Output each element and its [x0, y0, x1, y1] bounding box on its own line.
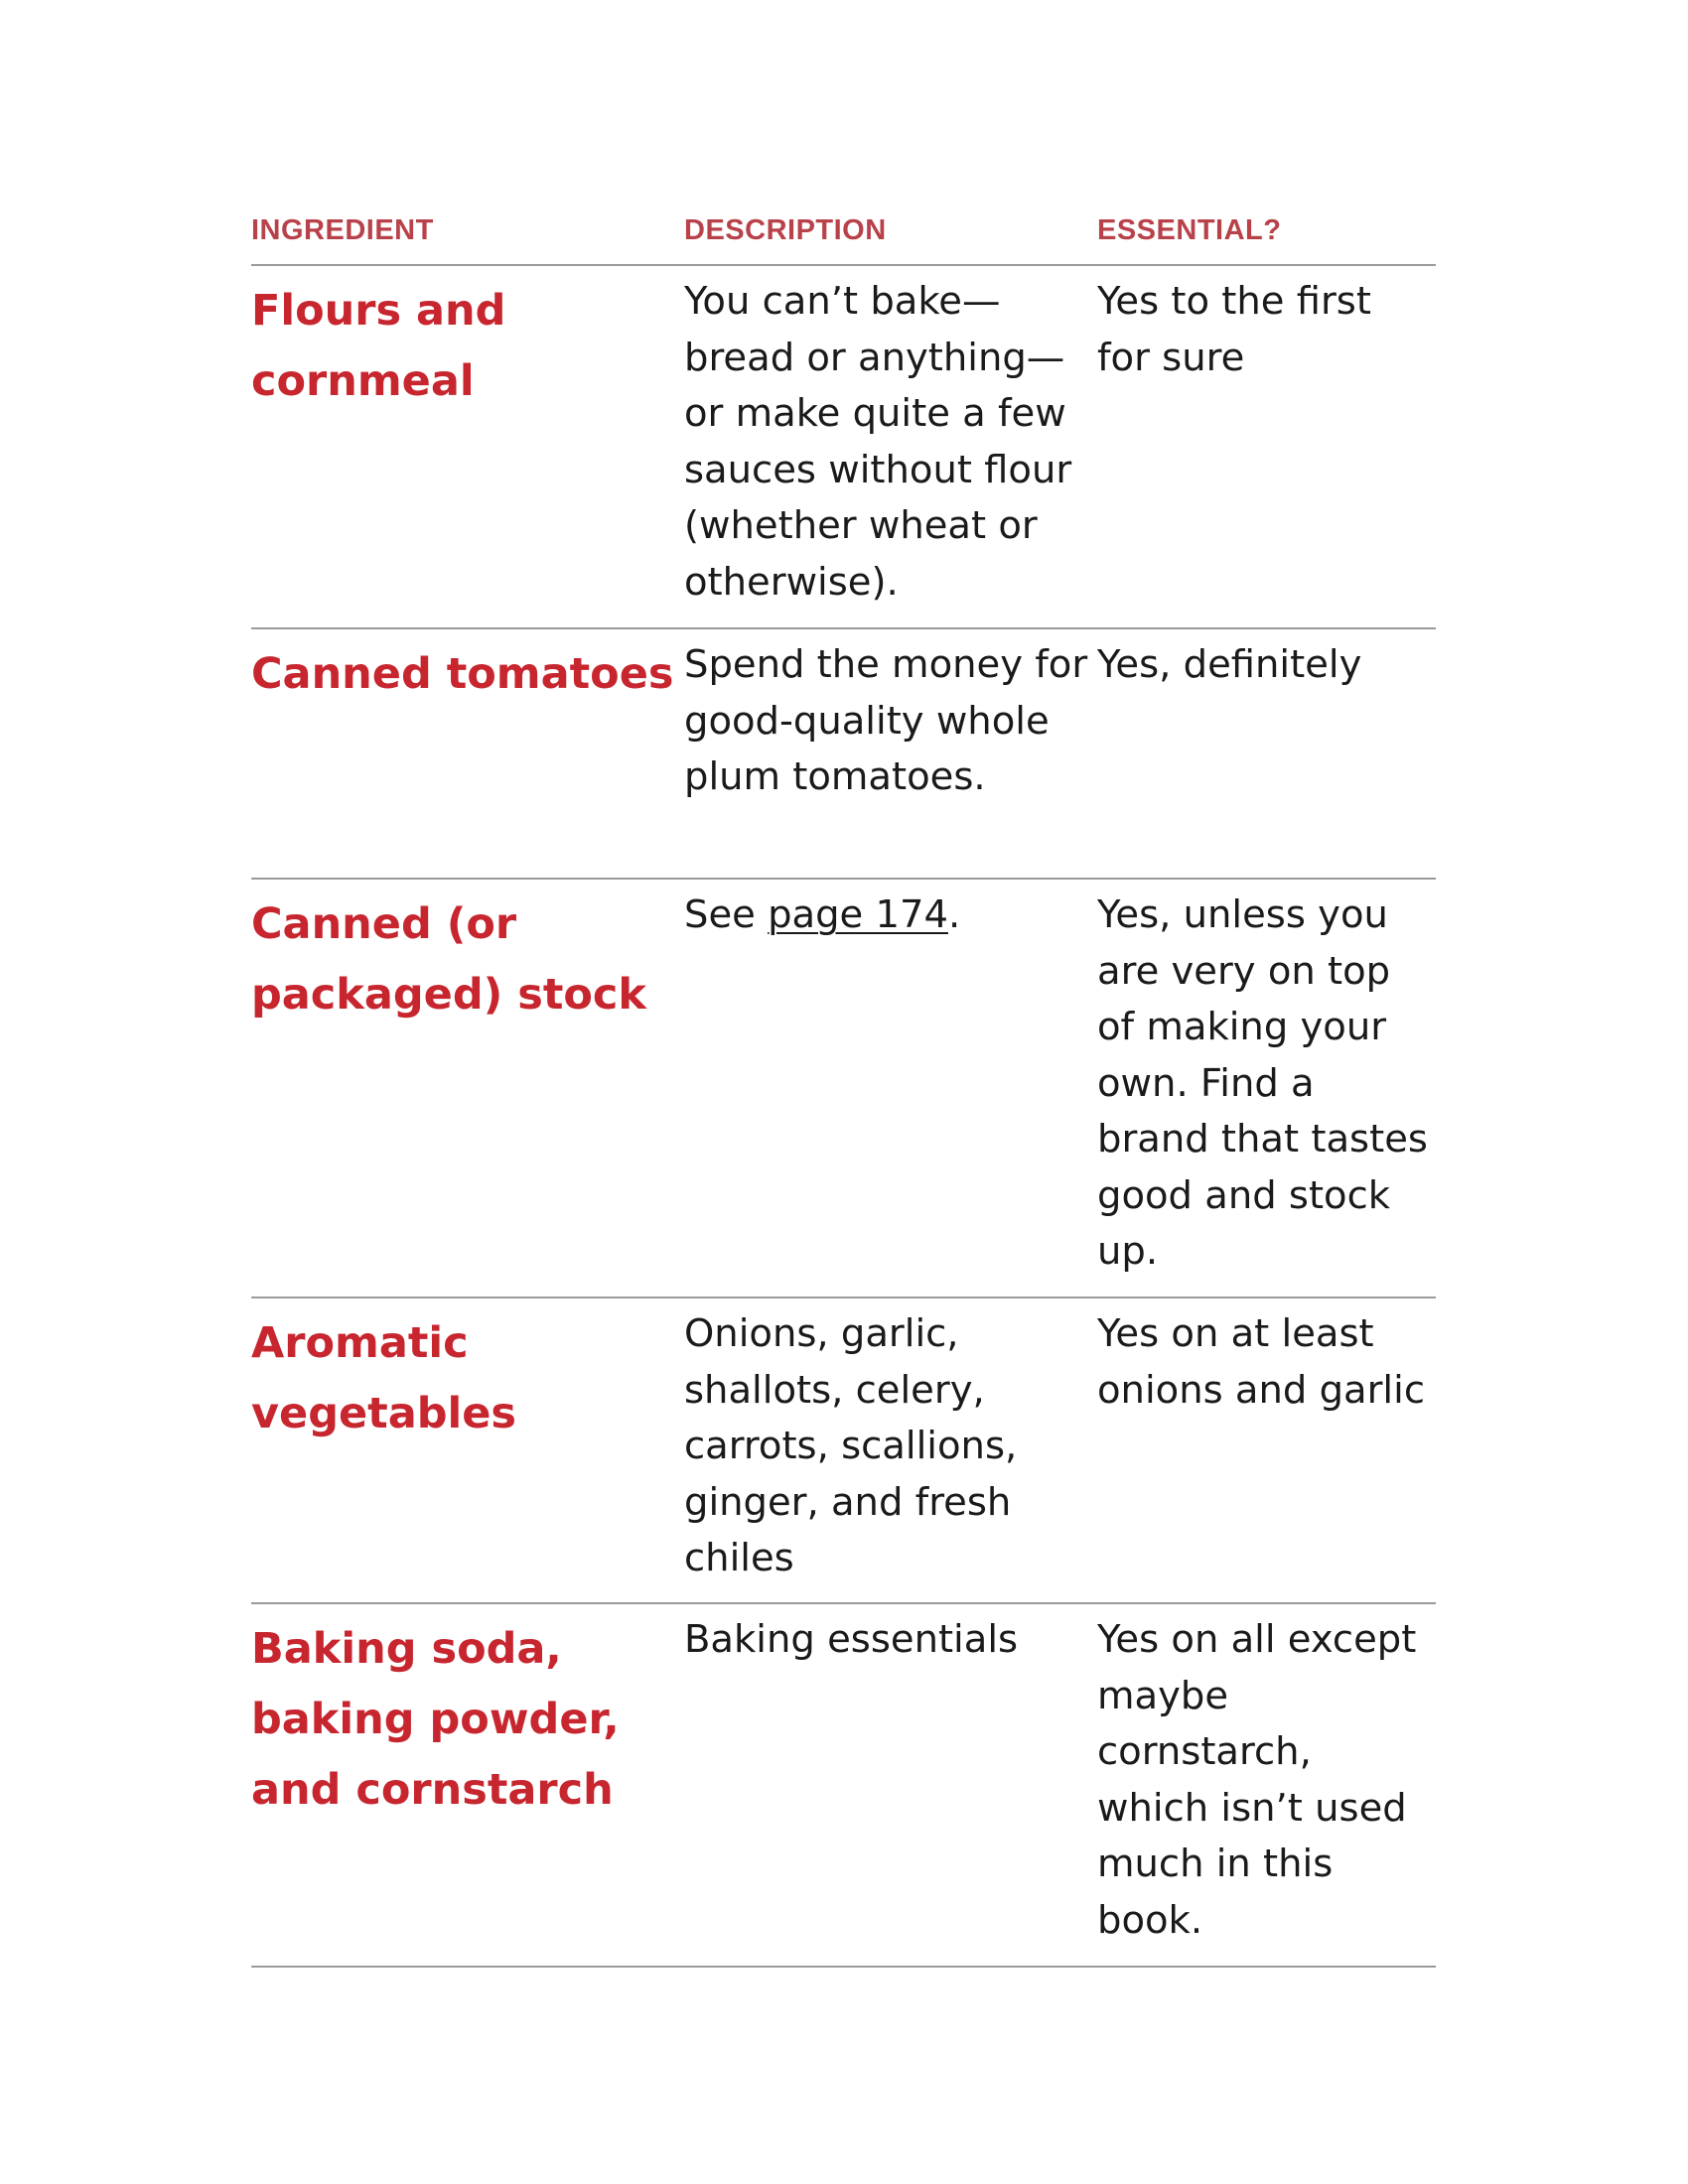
ingredient-essential: Yes, unless you are very on top of making your own. Find a brand that tastes good and stock up.	[1097, 892, 1428, 1274]
ingredient-description	[684, 880, 1097, 1297]
pantry-table	[251, 208, 1436, 1968]
table-row	[251, 880, 1436, 1298]
description-prefix: See	[684, 892, 769, 937]
table-header-row	[251, 208, 1436, 266]
ingredient-name: Baking soda, baking powder, and cornstarch	[251, 1624, 620, 1815]
table-row	[251, 266, 1436, 629]
ingredient-description: You can’t bake—bread or anything—or make quite a few sauces without flour (whether wheat or otherwise).	[684, 279, 1072, 605]
ingredient-name: Flours and cornmeal	[251, 286, 506, 406]
ingredient-name: Canned tomatoes	[251, 649, 674, 699]
table-row	[251, 1604, 1436, 1968]
ingredient-description: Onions, garlic, shallots, celery, carrots, scallions, ginger, and fresh chiles	[684, 1311, 1018, 1580]
ingredient-essential: Yes, definitely	[1097, 642, 1362, 687]
ingredient-name: Canned (or packaged) stock	[251, 899, 647, 1020]
ingredient-essential: Yes on at least onions and garlic	[1097, 1311, 1425, 1413]
page-174-link[interactable]: page 174	[768, 892, 948, 937]
table-row	[251, 1298, 1436, 1604]
description-suffix: .	[947, 892, 961, 937]
header-description: DESCRIPTION	[684, 214, 887, 246]
ingredient-essential: Yes to the first for sure	[1097, 279, 1371, 380]
header-ingredient: INGREDIENT	[251, 214, 434, 246]
ingredient-description: Baking essentials	[684, 1617, 1019, 1662]
table-row	[251, 629, 1436, 880]
header-essential: ESSENTIAL?	[1097, 214, 1282, 246]
ingredient-description: Spend the money for good-quality whole plum tomatoes.	[684, 642, 1088, 799]
ingredient-name: Aromatic vegetables	[251, 1318, 516, 1438]
ingredient-essential: Yes on all except maybe cornstarch, which isn’t used much in this book.	[1097, 1617, 1417, 1943]
